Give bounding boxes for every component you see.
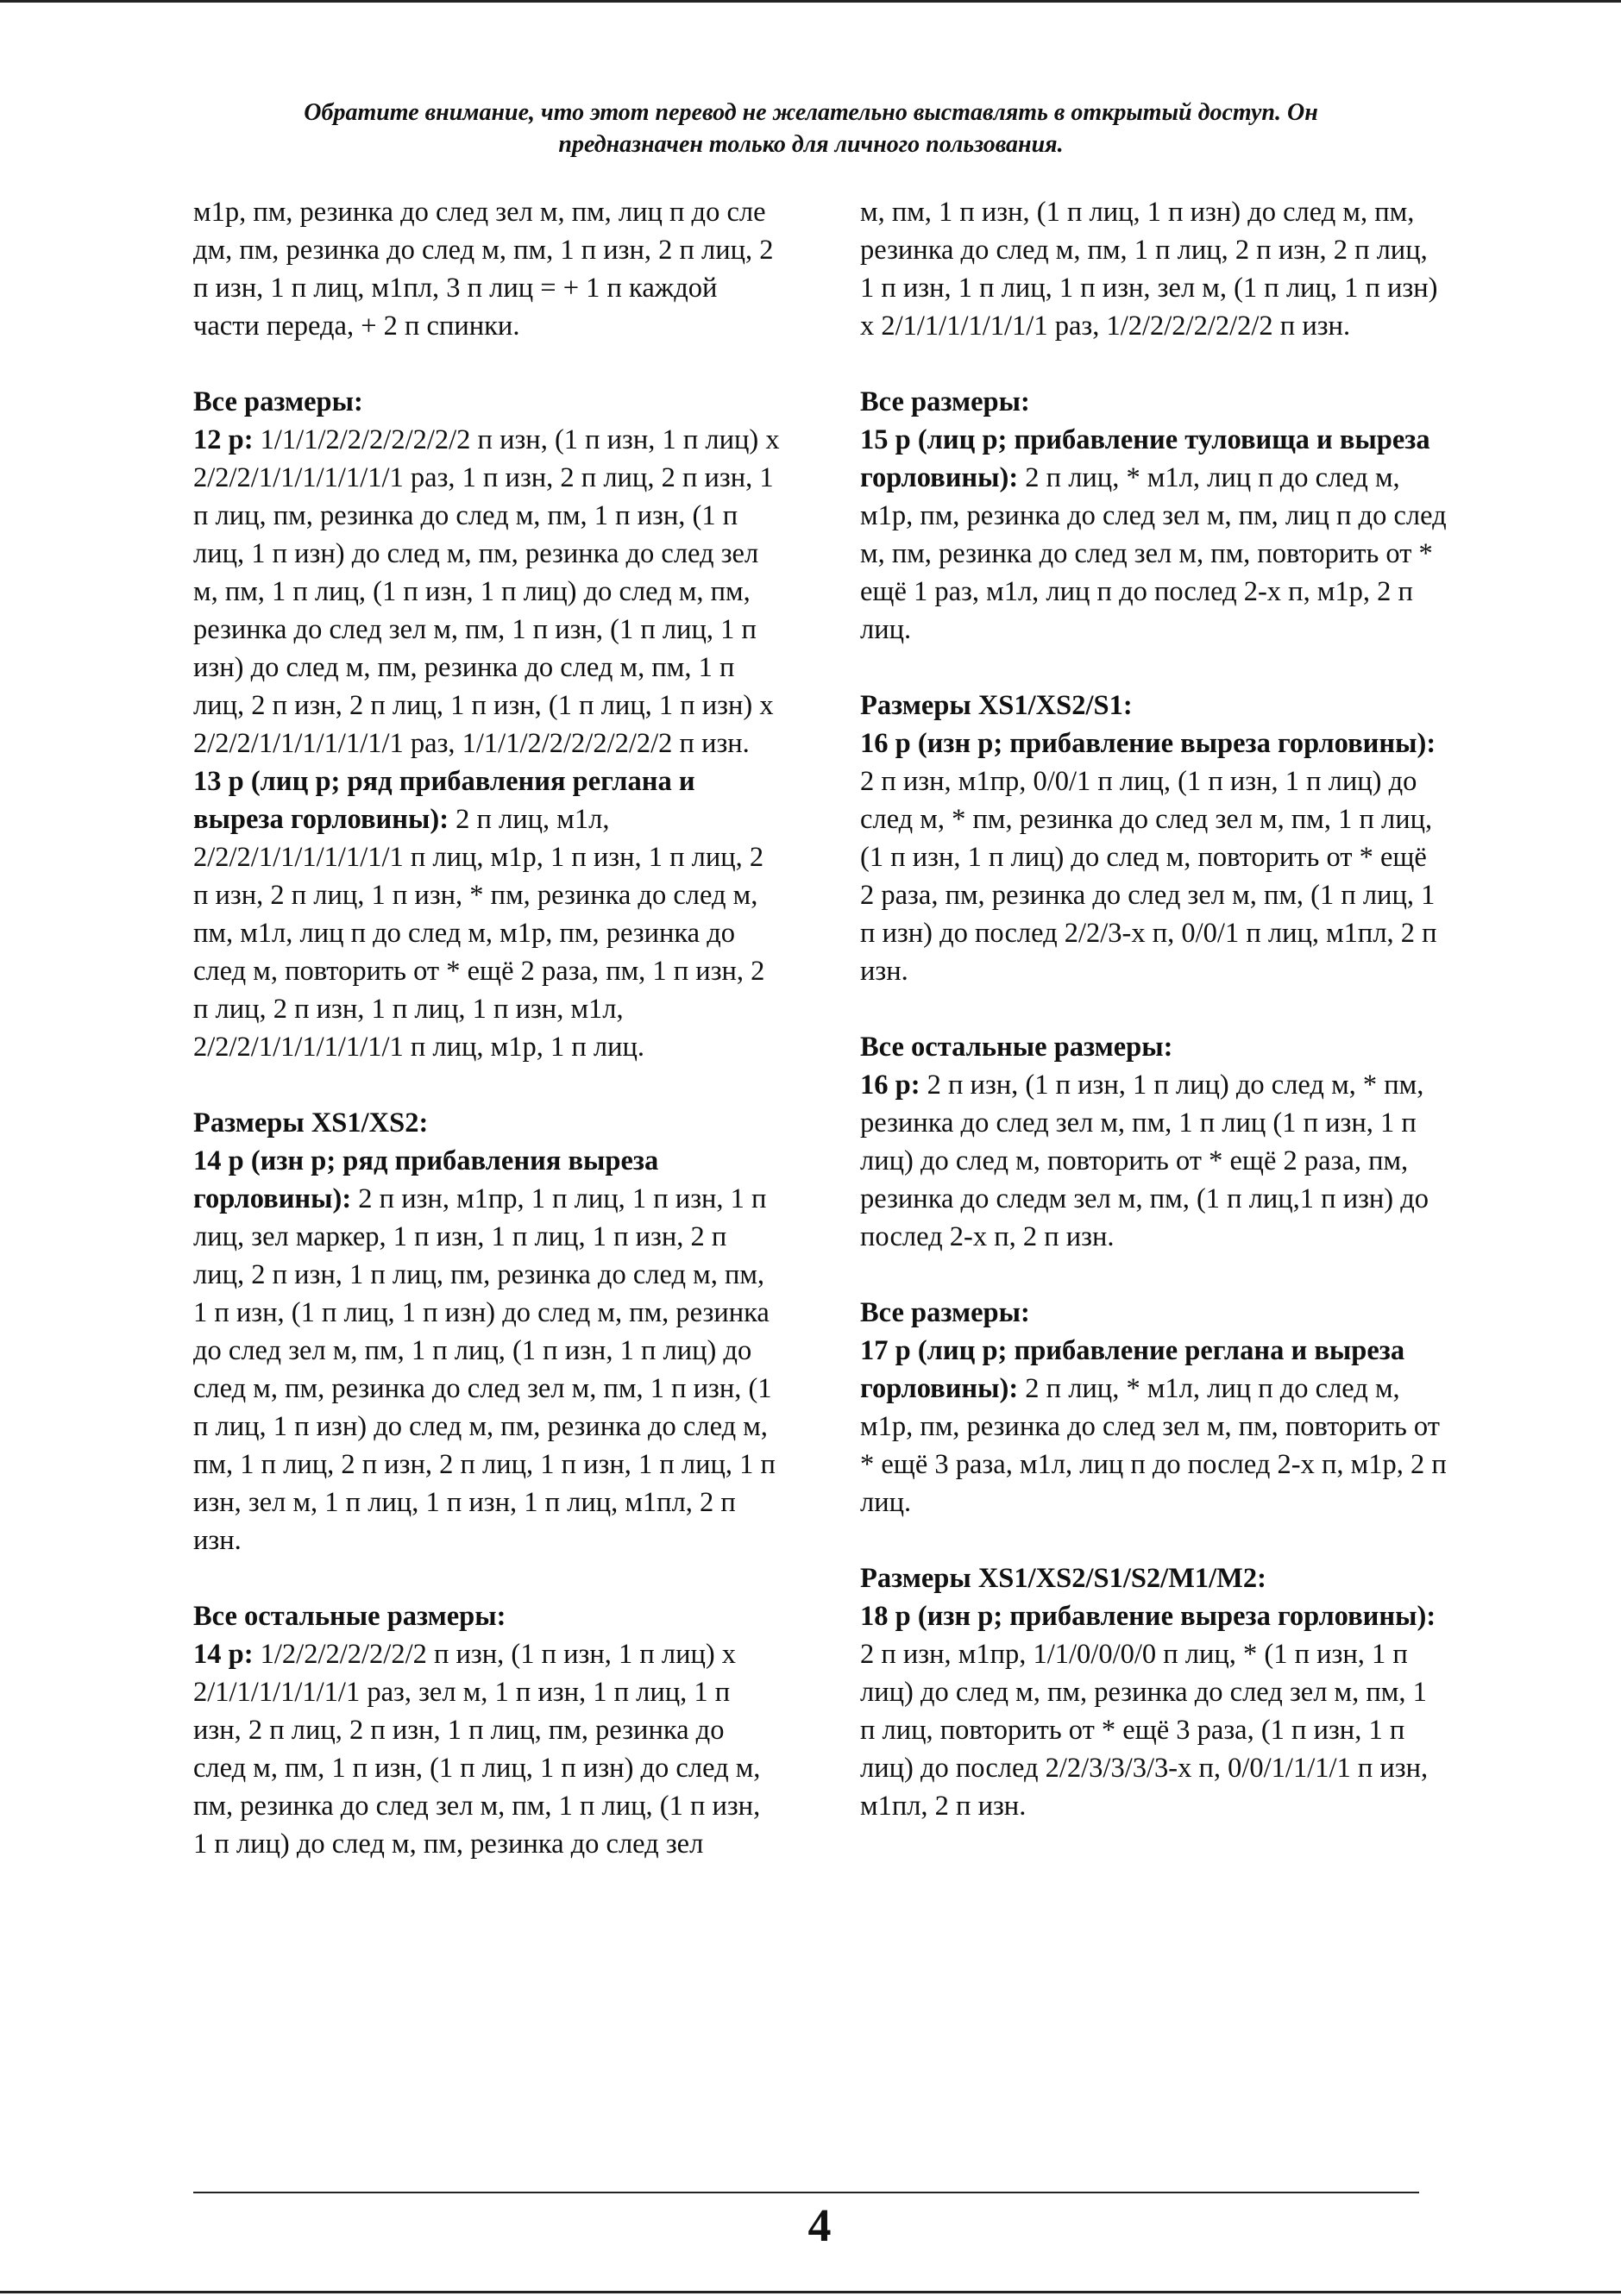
row-13-label: 13 р (лиц р; ряд прибавления реглана и выреза горловины): <box>193 766 695 835</box>
right-continuation-paragraph: м, пм, 1 п изн, (1 п лиц, 1 п изн) до след м, пм, резинка до след м, пм, 1 п лиц, 2 п изн, 2 п лиц, 1 п изн, 1 п лиц, 1 п изн, зел м, (1 п лиц, 1 п изн) х 2/1/1/1/1/1/1/1 раз, 1/2/2/2/2/2/2/2 п изн. <box>860 197 1438 342</box>
row-17-paragraph <box>860 1332 1447 1521</box>
spacer <box>860 649 1447 687</box>
row-14-other-label: 14 р: <box>193 1639 254 1670</box>
row-15-label: 15 р (лиц р; прибавление туловища и выреза горловины): <box>860 424 1430 493</box>
section-heading-all-sizes: Все размеры: <box>193 386 363 417</box>
row-12-label: 12 р: <box>193 424 254 455</box>
row-14-other-text: 1/2/2/2/2/2/2/2 п изн, (1 п изн, 1 п лиц) х 2/1/1/1/1/1/1/1 раз, зел м, 1 п изн, 1 п лиц, 1 п изн, 2 п лиц, 2 п изн, 1 п лиц, пм, резинка до след м, пм, 1 п изн, (1 п лиц, 1 п изн) до след м, пм, резинка до след зел м, пм, 1 п лиц, (1 п изн, 1 п лиц) до след м, пм, резинка до след зел <box>193 1639 761 1860</box>
row-16-xs-label: 16 р (изн р; прибавление выреза горловины): <box>860 728 1436 759</box>
spacer <box>860 990 1447 1028</box>
row-12-paragraph <box>193 421 780 762</box>
row-14-xs-text: 2 п изн, м1пр, 1 п лиц, 1 п изн, 1 п лиц, зел маркер, 1 п изн, 1 п лиц, 1 п изн, 2 п лиц, 2 п изн, 1 п лиц, пм, резинка до след м, пм, 1 п изн, (1 п лиц, 1 п изн) до след м, пм, резинка до след зел м, пм, 1 п лиц, (1 п изн, 1 п лиц) до след м, пм, резинка до след зел м, пм, 1 п изн, (1 п лиц, 1 п изн) до след м, пм, резинка до след м, пм, 1 п лиц, 2 п изн, 2 п лиц, 1 п изн, 1 п лиц, 1 п изн, зел м, 1 п лиц, 1 п изн, 1 п лиц, м1пл, 2 п изн. <box>193 1183 776 1556</box>
notice-line-2: предназначен только для личного пользования. <box>558 131 1064 158</box>
row-18-label: 18 р (изн р; прибавление выреза горловины): <box>860 1601 1436 1632</box>
spacer <box>860 1256 1447 1294</box>
spacer <box>193 345 780 383</box>
right-column <box>860 193 1447 1825</box>
section-heading-all-sizes-2: Все размеры: <box>860 386 1030 417</box>
spacer <box>860 1521 1447 1559</box>
top-border-line <box>0 0 1621 3</box>
row-16-xs-text: 2 п изн, м1пр, 0/0/1 п лиц, (1 п изн, 1 п лиц) до след м, * пм, резинка до след зел м, пм, 1 п лиц, (1 п изн, 1 п лиц) до след м, повторить от * ещё 2 раза, пм, резинка до след зел м, пм, (1 п лиц, 1 п изн) до послед 2/2/3-х п, 0/0/1 п лиц, м1пл, 2 п изн. <box>860 766 1437 987</box>
row-16-xs-paragraph <box>860 725 1447 990</box>
section-heading-other-sizes-2: Все остальные размеры: <box>860 1032 1173 1063</box>
notice-header <box>198 97 1423 160</box>
row-16-other-paragraph <box>860 1066 1447 1256</box>
left-column <box>193 193 780 1863</box>
row-14-xs-label: 14 р (изн р; ряд прибавления выреза горловины): <box>193 1145 659 1214</box>
row-13-text: 2 п лиц, м1л, 2/2/2/1/1/1/1/1/1/1 п лиц, м1р, 1 п изн, 1 п лиц, 2 п изн, 2 п лиц, 1 п изн, * пм, резинка до след м, пм, м1л, лиц п до след м, м1р, пм, резинка до след м, повторить от * ещё 2 раза, пм, 1 п изн, 2 п лиц, 2 п изн, 1 п лиц, 1 п изн, м1л, 2/2/2/1/1/1/1/1/1/1 п лиц, м1р, 1 п лиц. <box>193 804 765 1063</box>
section-heading-other-sizes: Все остальные размеры: <box>193 1601 506 1632</box>
row-16-other-text: 2 п изн, (1 п изн, 1 п лиц) до след м, * пм, резинка до след зел м, пм, 1 п лиц (1 п изн, 1 п лиц) до след м, повторить от * ещё 2 раза, пм, резинка до следм зел м, пм, (1 п лиц,1 п изн) до послед 2-х п, 2 п изн. <box>860 1070 1429 1252</box>
left-intro-paragraph: м1р, пм, резинка до след зел м, пм, лиц п до сле дм, пм, резинка до след м, пм, 1 п изн, 2 п лиц, 2 п изн, 1 п лиц, м1пл, 3 п лиц = + 1 п каждой части переда, + 2 п спинки. <box>193 197 774 342</box>
row-18-paragraph <box>860 1597 1447 1825</box>
row-17-text: 2 п лиц, * м1л, лиц п до след м, м1р, пм, резинка до след зел м, пм, повторить от * ещё 3 раза, м1л, лиц п до послед 2-х п, м1р, 2 п лиц. <box>860 1373 1447 1518</box>
bottom-border-line <box>0 2291 1621 2293</box>
footer-divider <box>193 2192 1419 2193</box>
row-17-label: 17 р (лиц р; прибавление реглана и выреза горловины): <box>860 1335 1405 1404</box>
row-13-paragraph <box>193 762 780 1066</box>
row-14-xs-paragraph <box>193 1142 780 1559</box>
section-heading-xs1-xs2-s1: Размеры XS1/XS2/S1: <box>860 690 1133 721</box>
spacer <box>193 1559 780 1597</box>
section-heading-xs1-xs2: Размеры XS1/XS2: <box>193 1107 429 1139</box>
section-heading-xs1-to-m2: Размеры XS1/XS2/S1/S2/M1/M2: <box>860 1563 1266 1594</box>
row-15-paragraph <box>860 421 1447 649</box>
row-15-text: 2 п лиц, * м1л, лиц п до след м, м1р, пм, резинка до след зел м, пм, лиц п до след м, пм, резинка до след зел м, пм, повторить от * ещё 1 раз, м1л, лиц п до послед 2-х п, м1р, 2 п лиц. <box>860 462 1447 645</box>
row-14-other-paragraph <box>193 1635 780 1863</box>
spacer <box>193 1066 780 1104</box>
row-16-other-label: 16 р: <box>860 1070 920 1101</box>
notice-line-1: Обратите внимание, что этот перевод не желательно выставлять в открытый доступ. Он <box>304 99 1318 126</box>
spacer <box>860 345 1447 383</box>
row-18-text: 2 п изн, м1пр, 1/1/0/0/0/0 п лиц, * (1 п изн, 1 п лиц) до след м, пм, резинка до след зел м, пм, 1 п лиц, повторить от * ещё 3 раза, (1 п изн, 1 п лиц) до послед 2/2/3/3/3/3-х п, 0/0/1/1/1/1 п изн, м1пл, 2 п изн. <box>860 1639 1429 1822</box>
section-heading-all-sizes-3: Все размеры: <box>860 1297 1030 1328</box>
page-number: 4 <box>807 2199 832 2251</box>
row-12-text: 1/1/1/2/2/2/2/2/2/2 п изн, (1 п изн, 1 п лиц) х 2/2/2/1/1/1/1/1/1/1 раз, 1 п изн, 2 п лиц, 2 п изн, 1 п лиц, пм, резинка до след м, пм, 1 п изн, (1 п лиц, 1 п изн) до след м, пм, резинка до след зел м, пм, 1 п лиц, (1 п изн, 1 п лиц) до след м, пм, резинка до след зел м, пм, 1 п изн, (1 п лиц, 1 п изн) до след м, пм, резинка до след м, пм, 1 п лиц, 2 п изн, 2 п лиц, 1 п изн, (1 п лиц, 1 п изн) х 2/2/2/1/1/1/1/1/1/1 раз, 1/1/1/2/2/2/2/2/2/2 п изн. <box>193 424 780 759</box>
